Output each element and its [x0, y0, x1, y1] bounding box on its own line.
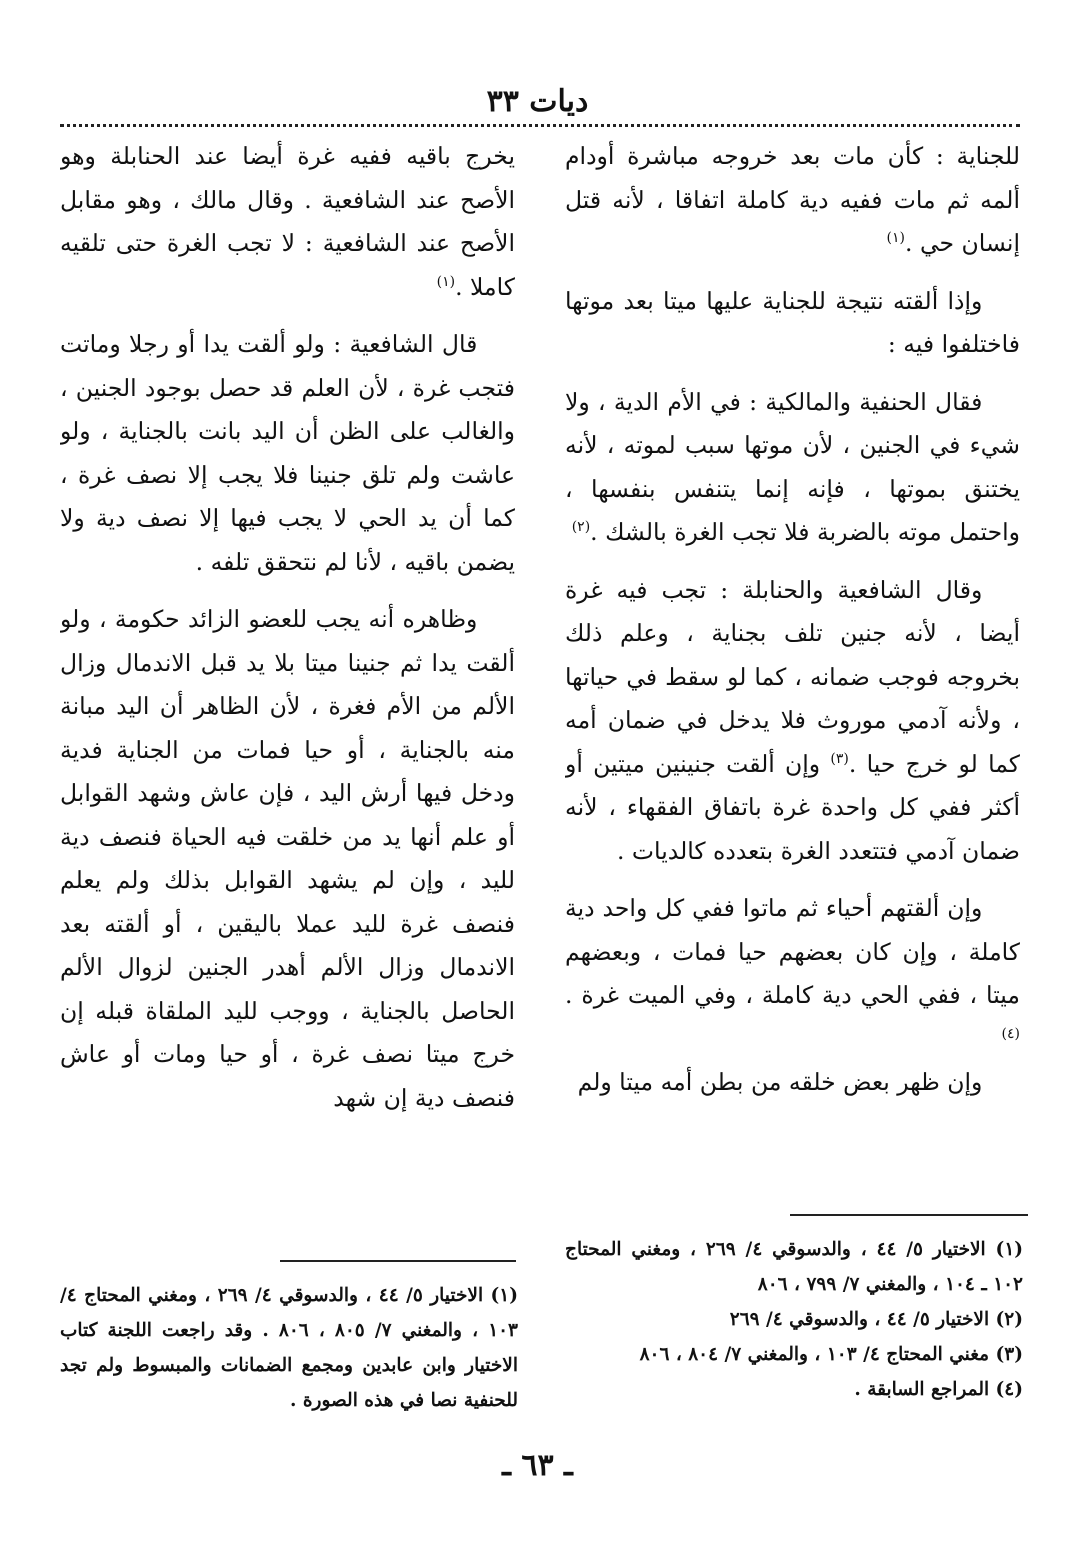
- paragraph: وإذا ألقته نتيجة للجناية عليها ميتا بعد موتها فاختلفوا فيه :: [565, 286, 1020, 358]
- paragraph: وإن ألقتهم أحياء ثم ماتوا ففي كل واحد دية كاملة ، وإن كان بعضهم حيا فمات ، وبعضهم ميتا ، ففي الحي دية كاملة ، وفي الميت غرة .$^{(٤)}$: [565, 894, 1020, 1042]
- paragraph: يخرج باقيه ففيه غرة أيضا عند الحنابلة وهو الأصح عند الشافعية . وقال مالك ، وهو مقابل الأصح عند الشافعية : لا تجب الغرة حتى تلقيه كاملا .$^{(١)}$: [60, 142, 515, 301]
- footnote-ref: (١): [886, 230, 906, 247]
- footnote: (١) الاختيار ٥/ ٤٤ ، والدسوقي ٤/ ٢٦٩ ، ومغني المحتاج ٤/ ١٠٣ ، والمغني ٧/ ٨٠٥ ، ٨٠٦ . وقد راجعت اللجنة كتاب الاختيار وابن عابدين ومجمع الضمانات والمبسوط ولم تجد للحنفية نصا في هذه الصورة .: [60, 1285, 518, 1411]
- header-dotted-rule: [60, 124, 1020, 127]
- footnote-ref: (١): [436, 273, 456, 290]
- paragraph: للجناية : كأن مات بعد خروجه مباشرة أودام ألمه ثم مات ففيه دية كاملة اتفاقا ، لأنه قتل إنسان حي .$^{(١)}$: [565, 142, 1020, 257]
- footnote-ref: (٢): [571, 519, 591, 536]
- right-column: [565, 135, 1020, 1220]
- footnote-separator: [790, 1214, 1028, 1216]
- footnote-separator: [280, 1260, 516, 1262]
- page-number: ـ ٦٣ ـ: [502, 1448, 573, 1483]
- paragraph: قال الشافعية : ولو ألقت يدا أو رجلا وماتت فتجب غرة ، لأن العلم قد حصل بوجود الجنين ، والغالب على الظن أن اليد بانت بالجناية ، ولو عاشت ولم تلق جنينا فلا يجب إلا نصف غرة ، كما أن يد الحي لا يجب فيها إلا نصف دية ولا يضمن باقيه ، لأنا لم نتحقق تلفه .: [60, 330, 515, 576]
- right-footnotes: [565, 1232, 1023, 1422]
- paragraph: فقال الحنفية والمالكية : في الأم الدية ، ولا شيء في الجنين ، لأن موتها سبب لموته ، لأنه يختنق بموتها ، فإنه إنما يتنفس بنفسها ، واحتمل موته بالضربة فلا تجب الغرة بالشك .$^{(٢)}$: [565, 387, 1020, 546]
- running-header: ديات ٣٣: [486, 84, 589, 119]
- paragraph: وإن ظهر بعض خلقه من بطن أمه ميتا ولم: [577, 1068, 983, 1096]
- left-column: [60, 135, 515, 1220]
- footnote-ref: (٣): [830, 750, 849, 767]
- footnote: (٢) الاختيار ٥/ ٤٤ ، والدسوقي ٤/ ٢٦٩: [729, 1309, 1023, 1330]
- footnote: (٣) مغني المحتاج ٤/ ١٠٣ ، والمغني ٧/ ٨٠٤ ، ٨٠٦: [639, 1344, 1023, 1365]
- footnote-ref: (٤): [1001, 1025, 1020, 1042]
- paragraph: وقال الشافعية والحنابلة : تجب فيه غرة أيضا ، لأنه جنين تلف بجناية ، وعلم ذلك بخروجه فوجب ضمانه ، كما لو سقط في حياتها ، ولأنه آدمي موروث فلا يدخل في ضمان أمه كما لو خرج حيا .$^{(٣)}$ وإن ألقت جنينين ميتين أو أكثر ففي كل واحدة غرة باتفاق الفقهاء ، لأنه ضمان آدمي فتتعدد الغرة بتعدده كالديات .: [565, 575, 1020, 865]
- footnote: (١) الاختيار ٥/ ٤٤ ، والدسوقي ٤/ ٢٦٩ ، ومغني المحتاج ١٠٢ ـ ١٠٤ ، والمغني ٧/ ٧٩٩ ، ٨٠٦: [565, 1239, 1023, 1295]
- footnote: (٤) المراجع السابقة .: [854, 1379, 1023, 1400]
- paragraph: وظاهره أنه يجب للعضو الزائد حكومة ، ولو ألقت يدا ثم جنينا ميتا بلا يد قبل الاندمال وزال الألم من الأم فغرة ، لأن الظاهر أن اليد مبانة منه بالجناية ، أو حيا فمات من الجناية فدية ودخل فيها أرش اليد ، فإن عاش وشهد القوابل أو علم أنها يد من خلقت فيه الحياة فنصف دية لليد ، وإن لم يشهد القوابل بذلك ولم يعلم فنصف غرة لليد عملا باليقين ، أو ألقته بعد الاندمال وزال الألم أهدر الجنين لزوال الألم الحاصل بالجناية ، ووجب لليد الملقاة قبله إن خرج ميتا نصف غرة ، أو حيا ومات أو عاش فنصف دية إن شهد: [60, 605, 515, 1112]
- left-footnotes: [60, 1278, 518, 1438]
